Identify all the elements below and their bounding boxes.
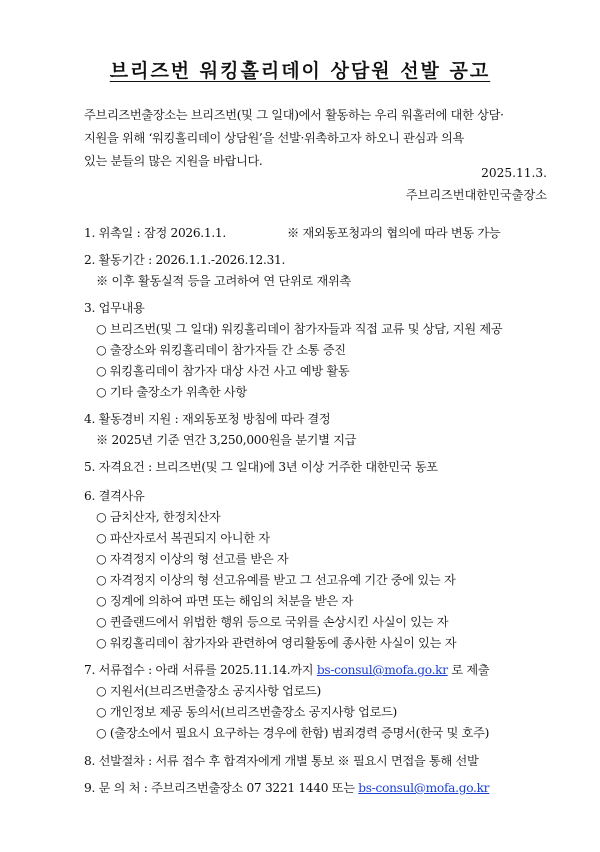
item-contact	[84, 779, 489, 796]
intro-line: 주브리즈번출장소는 브리즈번(및 그 일대)에서 활동하는 우리 워홀러에 대한 상담·	[84, 108, 504, 122]
required-document: ○ 지원서(브리즈번출장소 공지사항 업로드)	[96, 684, 322, 698]
duty-item: ○ 출장소와 워킹홀리데이 참가자들 간 소통 증진	[96, 343, 346, 357]
intro-paragraph	[84, 104, 554, 173]
duty-item: ○ 기타 출장소가 위촉한 사항	[96, 385, 247, 399]
disqualification-item: ○ 자격정지 이상의 형 선고를 받은 자	[96, 552, 289, 566]
item-qualification: 5. 자격요건 : 브리즈번(및 그 일대)에 3년 이상 거주한 대한민국 동포	[84, 460, 438, 474]
submission-email-link[interactable]: bs-consul@mofa.go.kr	[316, 663, 448, 677]
item-disqualification-heading: 6. 결격사유	[84, 489, 145, 503]
intro-line: 지원을 위해 ‘워킹홀리데이 상담원’을 선발·위촉하고자 하오니 관심과 의욕	[84, 131, 464, 145]
notice-date: 2025.11.3.	[481, 166, 547, 180]
item-activity-note: ※ 이후 활동실적 등을 고려하여 연 단위로 재위촉	[96, 274, 351, 288]
notice-title: 브리즈번 워킹홀리데이 상담원 선발 공고	[109, 60, 491, 82]
duty-item: ○ 브리즈번(및 그 일대) 워킹홀리데이 참가자들과 직접 교류 및 상담, 지원 제공	[96, 322, 503, 336]
issuing-office: 주브리즈번대한민국출장소	[405, 188, 547, 202]
required-document: ○ (출장소에서 필요시 요구하는 경우에 한함) 범죄경력 증명서(한국 및 호주)	[96, 726, 490, 740]
submission-text: 7. 서류접수 : 아래 서류를 2025.11.14.까지	[84, 663, 317, 677]
contact-email-link[interactable]: bs-consul@mofa.go.kr	[358, 781, 490, 795]
item-selection-procedure: 8. 선발절차 : 서류 접수 후 합격자에게 개별 통보 ※ 필요시 면접을 통해 선발	[84, 754, 479, 768]
item-appointment-date: 1. 위촉일 : 잠정 2026.1.1.	[84, 226, 226, 240]
disqualification-item: ○ 파산자로서 복권되지 아니한 자	[96, 531, 270, 545]
disqualification-item: ○ 퀸즐랜드에서 위법한 행위 등으로 국위를 손상시킨 사실이 있는 자	[96, 615, 449, 629]
duty-item: ○ 워킹홀리데이 참가자 대상 사건 사고 예방 활동	[96, 364, 350, 378]
disqualification-item: ○ 워킹홀리데이 참가자와 관련하여 영리활동에 종사한 사실이 있는 자	[96, 636, 457, 650]
required-document: ○ 개인정보 제공 동의서(브리즈번출장소 공지사항 업로드)	[96, 705, 397, 719]
item-expense-support: 4. 활동경비 지원 : 재외동포청 방침에 따라 결정	[84, 412, 331, 426]
item-activity-period: 2. 활동기간 : 2026.1.1.-2026.12.31.	[84, 253, 286, 267]
item-appointment-note: ※ 재외동포청과의 협의에 따라 변동 가능	[287, 226, 501, 240]
disqualification-item: ○ 금치산자, 한정치산자	[96, 510, 221, 524]
contact-text: 9. 문 의 처 : 주브리즈번출장소 07 3221 1440 또는	[84, 781, 359, 795]
disqualification-item: ○ 징계에 의하여 파면 또는 해임의 처분을 받은 자	[96, 594, 353, 608]
item-document-submission	[84, 661, 489, 678]
disqualification-item: ○ 자격정지 이상의 형 선고유예를 받고 그 선고유예 기간 중에 있는 자	[96, 573, 456, 587]
item-duties-heading: 3. 업무내용	[84, 301, 145, 315]
submission-text-end: 로 제출	[447, 663, 490, 677]
intro-line: 있는 분들의 많은 지원을 바랍니다.	[84, 154, 263, 168]
item-expense-note: ※ 2025년 기준 연간 3,250,000원을 분기별 지급	[96, 433, 357, 447]
